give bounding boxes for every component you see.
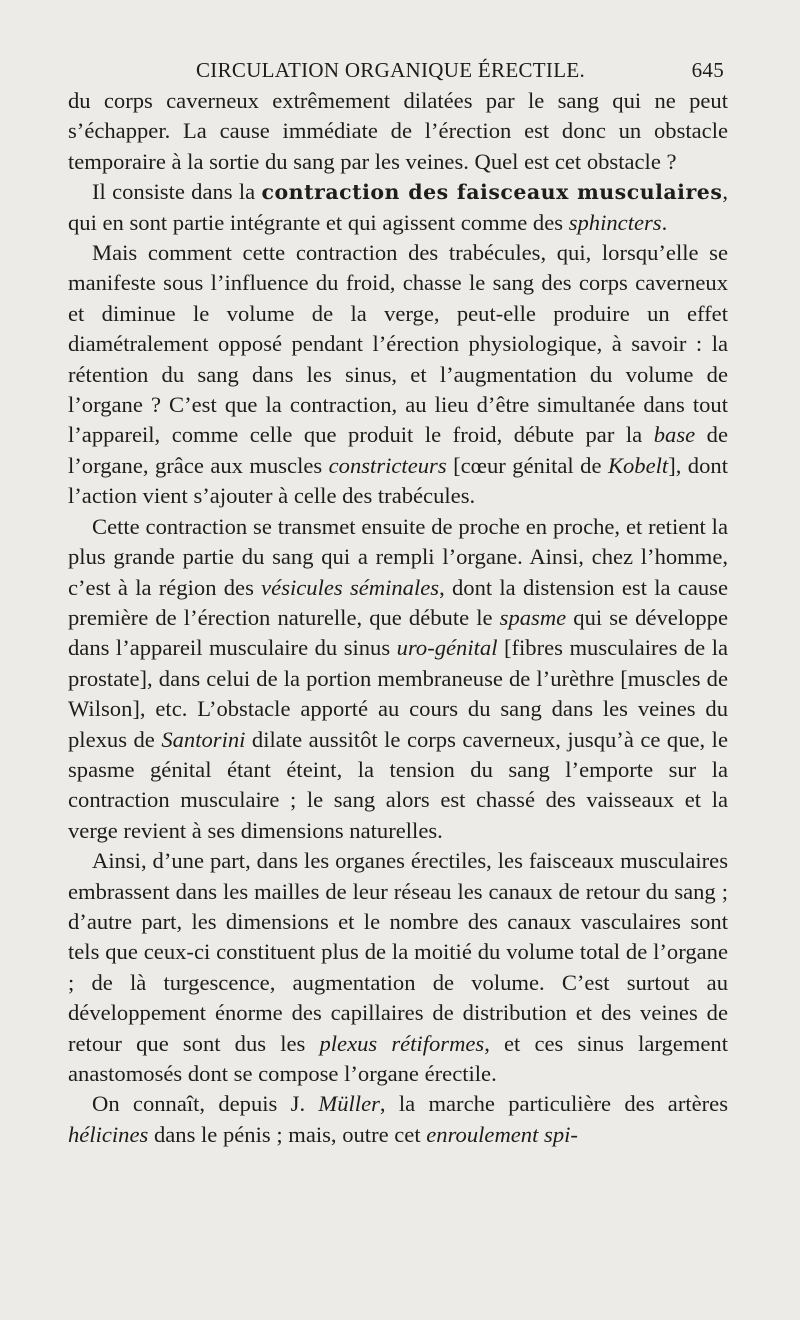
- italic-term: spasme: [499, 604, 567, 630]
- text-run: de l’organe, grâce aux muscles: [68, 422, 728, 478]
- text-run: dans le pénis ; mais, outre cet: [148, 1121, 427, 1147]
- text-run: qui se développe dans l’appareil musculaire du sinus: [68, 604, 729, 661]
- italic-term: uro-génital: [396, 635, 498, 661]
- italic-term: base: [653, 422, 696, 448]
- text-run: Mais comment cette contraction des trabécules, qui, lorsqu’elle se manifeste sous l’influence du froid, chasse le sang des corps caverneux et diminue le volume de la verge, peut-elle produire un effet diamétralement opposé pendant l’érection physiologique, à savoir : la rétention du sang dans les sinus, et l’augmentation du volume de l’organe ? C’est que la contraction, au lieu d’être simultanée dans tout l’appareil, comme celle que produit le froid, débute par la: [68, 240, 728, 448]
- text-run: Ainsi, d’une part, dans les organes érectiles, les faisceaux musculaires embrassent dans les mailles de leur réseau les canaux de retour du sang ; d’autre part, les dimensions et le nombre des canaux vasculaires sont tels que ceux-ci constituent plus de la moitié du volume total de l’organe ; de là turgescence, augmentation de volume. C’est surtout au développement énorme des capillaires de distribution et des veines de retour que sont dus les: [68, 848, 728, 1056]
- p2-text-c: .: [661, 209, 668, 235]
- paragraph-2: [68, 177, 728, 238]
- italic-term: constricteurs: [328, 452, 447, 478]
- italic-term: vésicules séminales: [261, 574, 440, 600]
- page-number: 645: [691, 58, 724, 82]
- italic-term: enroulement spi-: [426, 1121, 578, 1147]
- body-text: [68, 86, 728, 1150]
- text-run: ], dont l’action vient s’ajouter à celle des trabécules.: [68, 452, 728, 509]
- italic-term: hélicines: [68, 1121, 149, 1147]
- italic-term: plexus rétiformes: [319, 1030, 485, 1056]
- paragraph-1: du corps caverneux extrêmement dilatées par le sang qui ne peut s’échapper. La cause immédiate de l’érection est donc un obstacle temporaire à la sortie du sang par les veines. Quel est cet obstacle ?: [68, 88, 728, 174]
- p2-bold-term: contraction des faisceaux musculaires: [261, 180, 723, 205]
- paragraph-3: [68, 238, 728, 512]
- text-run: On connaît, depuis J.: [92, 1091, 319, 1117]
- paragraph-5: [68, 846, 728, 1089]
- text-run: , la marche particulière des artères: [379, 1091, 728, 1117]
- italic-term: Kobelt: [607, 452, 669, 478]
- italic-term: Müller: [318, 1091, 380, 1117]
- p2-italic-term: sphincters: [568, 209, 662, 235]
- p2-text-a: Il consiste dans la: [92, 179, 262, 205]
- text-run: [fibres musculaires de la prostate], dans celui de la portion membraneuse de l’urèthre [muscles de Wilson], etc. L’obstacle apporté au cours du sang dans les veines du plexus de: [68, 635, 729, 752]
- text-run: , dont la distension est la cause première de l’érection naturelle, que débute le: [68, 574, 728, 630]
- paragraph-6: [68, 1089, 728, 1150]
- running-title: CIRCULATION ORGANIQUE ÉRECTILE.: [196, 58, 586, 82]
- text-run: dilate aussitôt le corps caverneux, jusqu’à ce que, le spasme génital étant éteint, la tension du sang l’emporte sur la contraction musculaire ; le sang alors est chassé des vaisseaux et la verge revient à ses dimensions naturelles.: [68, 726, 728, 843]
- italic-term: Santorini: [161, 726, 246, 752]
- text-run: [cœur génital de: [446, 452, 608, 478]
- running-header: [68, 52, 728, 86]
- paragraph-4: [68, 512, 728, 846]
- text-run: Cette contraction se transmet ensuite de proche en proche, et retient la plus grande partie du sang qui a rempli l’organe. Ainsi, chez l’homme, c’est à la région des: [68, 513, 728, 600]
- text-run: , et ces sinus largement anastomosés dont se compose l’organe érectile.: [68, 1030, 728, 1086]
- p2-text-b: , qui en sont partie intégrante et qui agissent comme des: [68, 179, 729, 235]
